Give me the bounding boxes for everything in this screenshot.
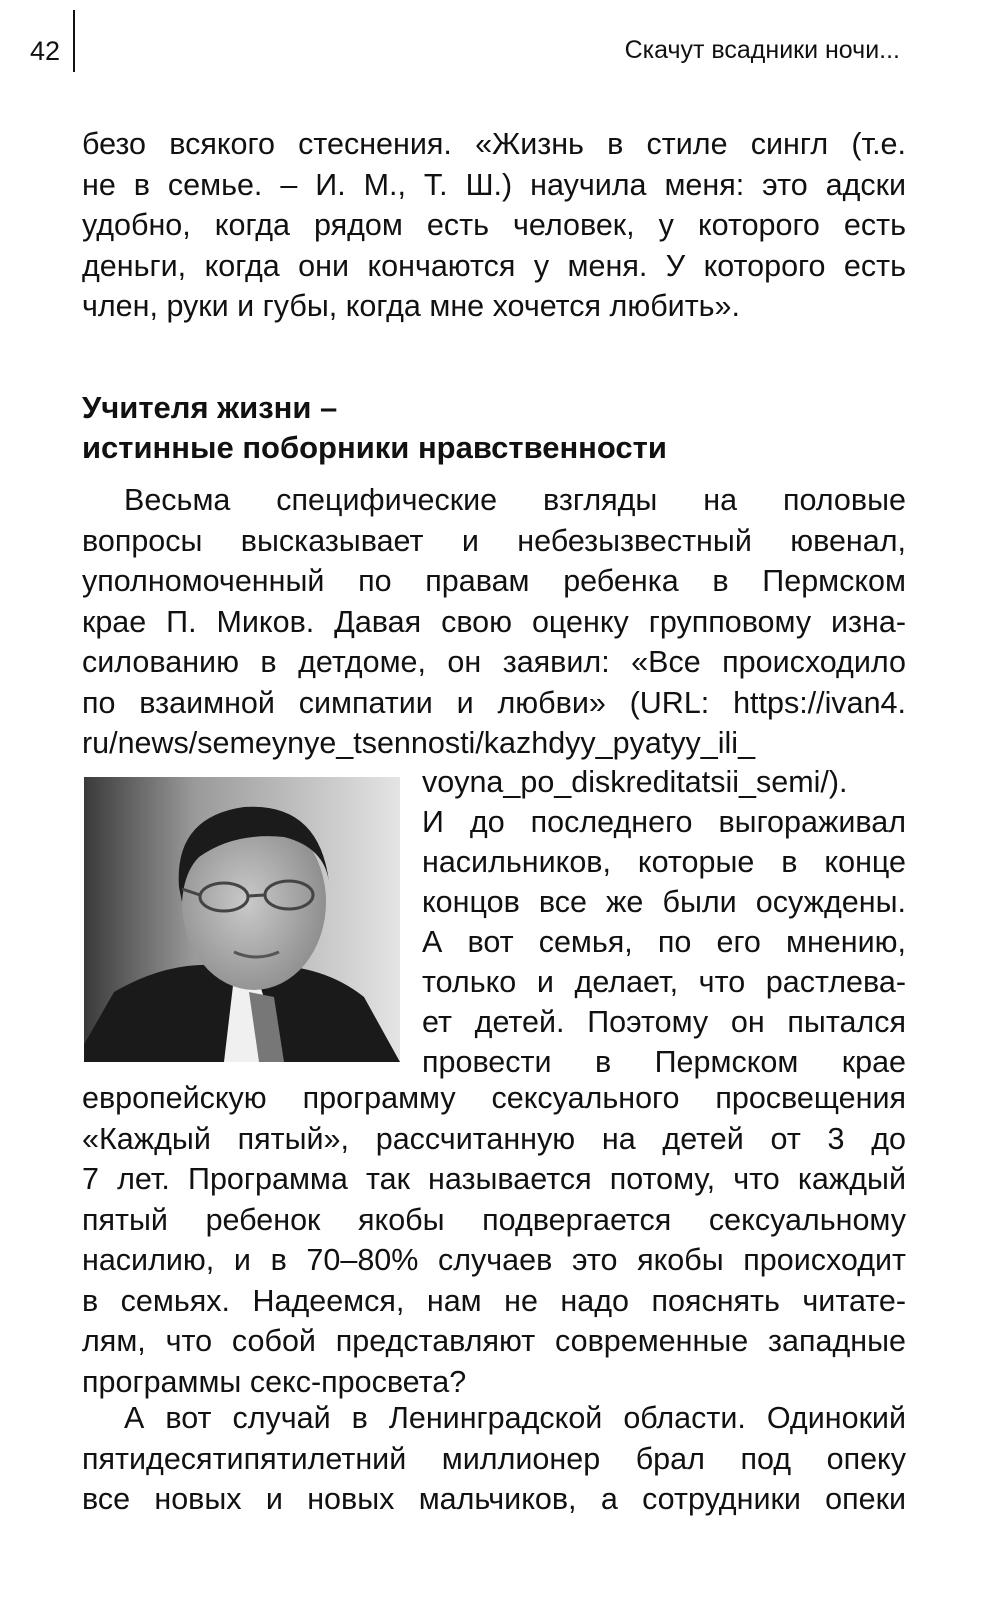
text-line: насильников, которые в конце [422,845,906,879]
text-line: лям, что собой представляют современные западные [82,1324,906,1358]
text-line: программы секс-просвета? [82,1364,467,1399]
text-line: ru/news/semeynye_tsennosti/kazhdyy_pyatyy_ili_ [82,726,756,760]
running-title: Скачут всадники ночи... [624,36,900,64]
text-line: Весьма специфические взгляды на половые [124,483,906,517]
text-line: не в семье. – И. М., Т. Ш.) научила меня: это адски [82,167,906,202]
heading-line: истинные поборники нравственности [82,430,667,465]
text-line: в семьях. Надеемся, нам не надо пояснять читате- [82,1283,906,1318]
portrait-photo [84,777,400,1062]
text-line: безо всякого стеснения. «Жизнь в стиле сингл (т.е. [82,127,906,161]
text-line: насилию, и в 70–80% случаев это якобы происходит [82,1243,906,1277]
text-line: 7 лет. Программа так называется потому, что каждый [82,1162,906,1196]
text-line: европейскую программу сексуального просвещения [82,1081,906,1115]
text-line: деньги, когда они кончаются у меня. У которого есть [82,248,906,283]
paragraph-continued [82,124,906,327]
paragraph-last [82,1398,906,1520]
text-line: А вот семья, по его мнению, [422,925,906,959]
text-line: силованию в детдоме, он заявил: «Все происходило [82,645,906,679]
text-line: все новых и новых мальчиков, а сотрудники опеки [82,1482,906,1516]
text-line: только и делает, что растлева- [422,965,906,999]
text-line: провести в Пермском крае [422,1045,906,1079]
paragraph-wide [82,480,906,764]
text-line: крае П. Миков. Давая свою оценку групповому изна- [82,604,906,639]
text-line: пятидесятипятилетний миллионер брал под опеку [82,1441,906,1476]
paragraph-after-photo [82,1078,906,1402]
text-line: член, руки и губы, когда мне хочется любить». [82,289,740,323]
section-heading [82,388,906,468]
text-line: по взаимной симпатии и любви» (URL: https://ivan4. [82,685,906,720]
heading-line: Учителя жизни – [82,390,338,425]
portrait-image [84,777,400,1062]
text-line: И до последнего выгораживал [422,805,906,839]
text-line: уполномоченный по правам ребенка в Пермском [82,564,906,598]
paragraph-beside-photo [422,762,906,1082]
text-line: ет детей. Поэтому он пытался [422,1005,906,1039]
text-line: вопросы высказывает и небезызвестный ювенал, [82,523,906,558]
page-number: 42 [30,36,61,66]
text-line: пятый ребенок якобы подвергается сексуальному [82,1202,906,1237]
text-line: А вот случай в Ленинградской области. Одинокий [124,1401,906,1435]
text-line: voyna_po_diskreditatsii_semi/). [422,765,848,799]
text-line: «Каждый пятый», рассчитанную на детей от 3 до [82,1121,906,1156]
text-line: удобно, когда рядом есть человек, у которого есть [82,208,906,242]
text-line: концов все же были осуждены. [422,885,906,919]
header-divider [73,10,75,72]
page-header [0,0,985,80]
